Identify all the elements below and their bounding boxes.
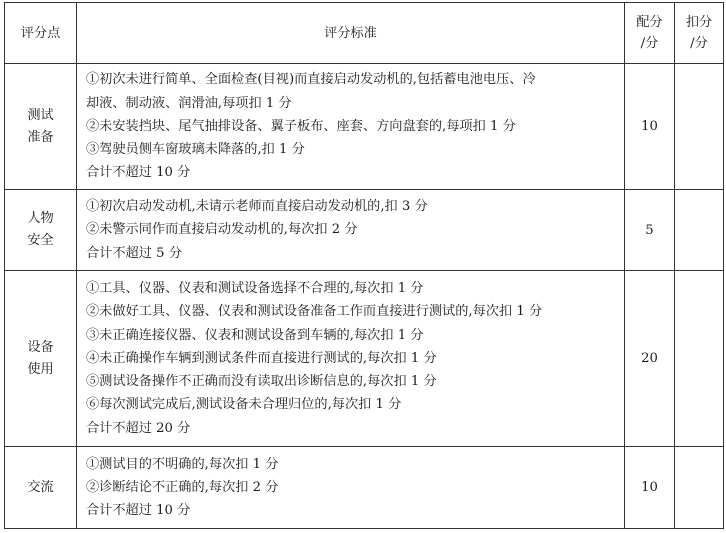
header-row	[5, 3, 724, 64]
scoring-standard	[77, 447, 625, 529]
score-value: 10	[625, 447, 675, 529]
header-score-line2: /分	[640, 36, 659, 51]
standard-line: ②未做好工具、仪器、仪表和测试设备准备工作而直接进行测试的,每次扣 1 分	[86, 304, 543, 320]
standard-line: ⑥每次测试完成后,测试设备未合理归位的,每次扣 1 分	[86, 397, 402, 413]
standard-line: ③未正确连接仪器、仪表和测试设备到车辆的,每次扣 1 分	[86, 327, 424, 343]
standard-line: 合计不超过 10 分	[86, 503, 191, 519]
standard-line: ⑤测试设备操作不正确而没有读取出诊断信息的,每次扣 1 分	[86, 374, 437, 390]
standard-line: ②未安装挡块、尾气抽排设备、翼子板布、座套、方向盘套的,每项扣 1 分	[86, 118, 516, 134]
standard-line: ③驾驶员侧车窗玻璃未降落的,扣 1 分	[86, 142, 305, 158]
standard-line: ①初次未进行简单、全面检查(目视)而直接启动发动机的,包括蓄电池电压、冷	[86, 72, 536, 88]
header-deduct	[675, 3, 724, 64]
header-point: 评分点	[5, 3, 77, 64]
standard-line: 合计不超过 20 分	[86, 420, 191, 436]
standard-line: ①测试目的不明确的,每次扣 1 分	[86, 456, 279, 472]
score-value: 10	[625, 64, 675, 190]
deduct-cell	[675, 190, 724, 271]
standard-line: ②未警示同作而直接启动发动机的,每次扣 2 分	[86, 222, 358, 238]
standard-line: ④未正确操作车辆到测试条件而直接进行测试的,每次扣 1 分	[86, 350, 437, 366]
header-standard: 评分标准	[77, 3, 625, 64]
table-row	[5, 190, 724, 271]
scoring-point-line: 使用	[27, 361, 54, 377]
header-deduct-line2: /分	[690, 36, 708, 51]
table-row	[5, 64, 724, 190]
header-score-line1: 配分	[636, 15, 663, 30]
deduct-cell	[675, 64, 724, 190]
standard-line: ①初次启动发动机,未请示老师而直接启动发动机的,扣 3 分	[86, 199, 428, 215]
scoring-point-line: 人物	[27, 211, 54, 226]
header-deduct-line1: 扣分	[685, 15, 713, 30]
scoring-standard	[77, 271, 625, 447]
scoring-point-line: 交流	[27, 479, 54, 495]
scoring-point-line: 测试	[27, 107, 54, 123]
scoring-point	[5, 447, 77, 529]
standard-line: ②诊断结论不正确的,每次扣 2 分	[86, 479, 279, 495]
standard-line: 合计不超过 10 分	[86, 165, 191, 181]
scoring-point-line: 安全	[27, 233, 54, 248]
table-row	[5, 447, 724, 529]
scoring-standard	[77, 190, 625, 271]
standard-line: 合计不超过 5 分	[86, 245, 182, 261]
score-value: 5	[625, 190, 675, 271]
scoring-point-line: 设备	[27, 339, 54, 355]
header-score	[625, 3, 675, 64]
scoring-point-line: 准备	[27, 129, 54, 145]
table-row	[5, 271, 724, 447]
scoring-standard	[77, 64, 625, 190]
scoring-point	[5, 64, 77, 190]
scoring-point	[5, 190, 77, 271]
score-value: 20	[625, 271, 675, 447]
deduct-cell	[675, 271, 724, 447]
scoring-point	[5, 271, 77, 447]
deduct-cell	[675, 447, 724, 529]
scoring-table	[4, 2, 724, 529]
standard-line: ①工具、仪器、仪表和测试设备选择不合理的,每次扣 1 分	[86, 280, 424, 296]
standard-line: 却液、制动液、润滑油,每项扣 1 分	[86, 95, 292, 111]
